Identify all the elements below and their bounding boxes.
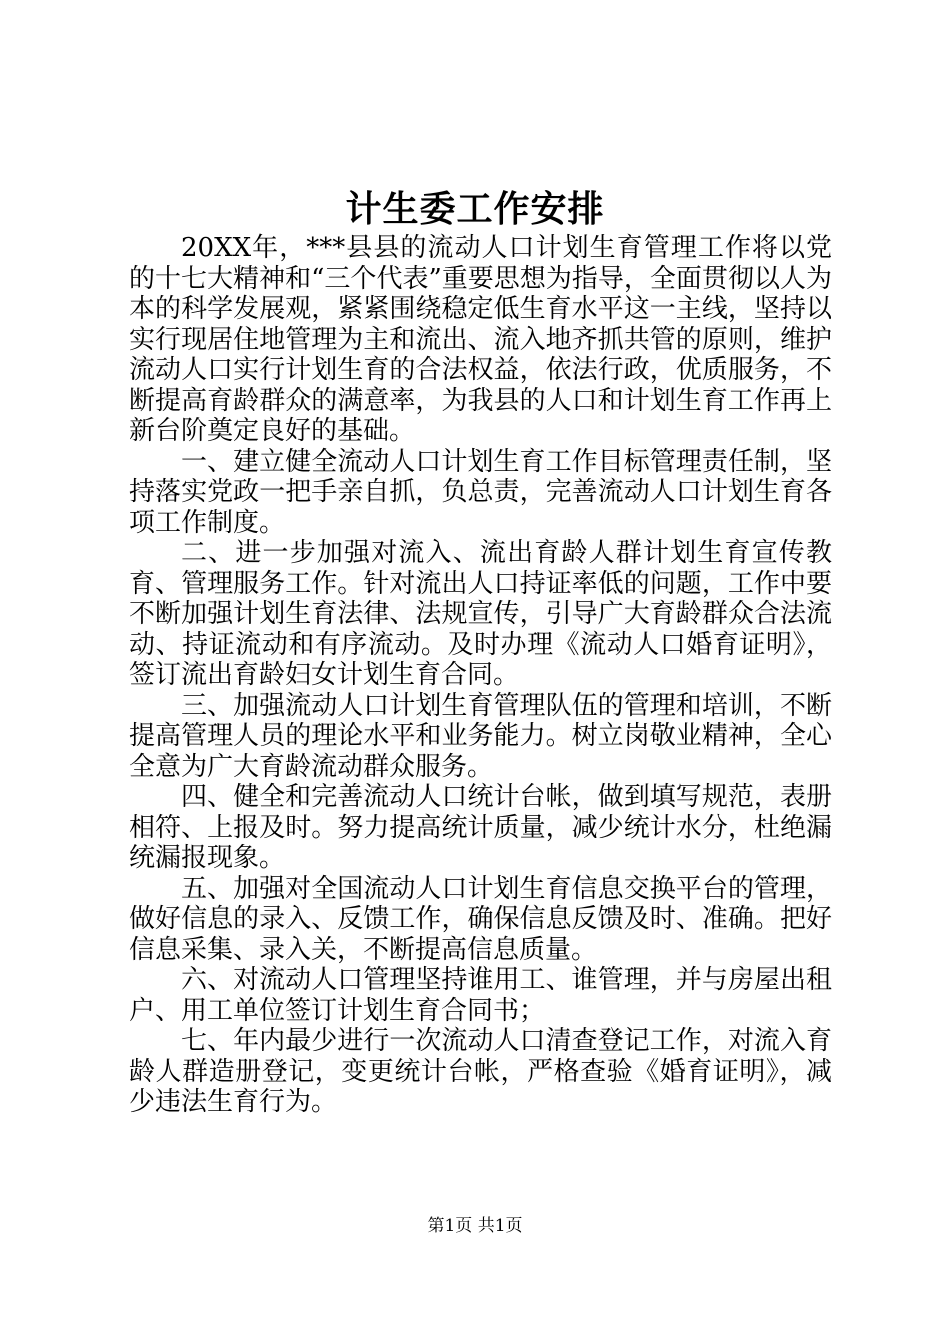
item-paragraph-1: 一、建立健全流动人口计划生育工作目标管理责任制，坚持落实党政一把手亲自抓，负总责，完善流动人口计划生育各项工作制度。 (129, 446, 832, 538)
document-body (129, 233, 832, 1118)
page-number-footer: 第1页 共1页 (427, 1216, 523, 1236)
item-paragraph-7: 七、年内最少进行一次流动人口清查登记工作，对流入育龄人群造册登记，变更统计台帐，严格查验《婚育证明》，减少违法生育行为。 (129, 1026, 832, 1117)
item-paragraph-2: 二、进一步加强对流入、流出育龄人群计划生育宣传教育、管理服务工作。针对流出人口持证率低的问题，工作中要不断加强计划生育法律、法规宣传，引导广大育龄群众合法流动、持证流动和有序流动。及时办理《流动人口婚育证明》，签订流出育龄妇女计划生育合同。 (129, 538, 832, 690)
document-title: 计生委工作安排 (345, 188, 605, 230)
intro-paragraph: 20XX年，***县县的流动人口计划生育管理工作将以党的十七大精神和“三个代表”重要思想为指导，全面贯彻以人为本的科学发展观，紧紧围绕稳定低生育水平这一主线，坚持以实行现居住地管理为主和流出、流入地齐抓共管的原则，维护流动人口实行计划生育的合法权益，依法行政，优质服务，不断提高育龄群众的满意率，为我县的人口和计划生育工作再上新台阶奠定良好的基础。 (129, 233, 832, 446)
item-paragraph-6: 六、对流动人口管理坚持谁用工、谁管理，并与房屋出租户、用工单位签订计划生育合同书； (129, 965, 832, 1026)
item-paragraph-5: 五、加强对全国流动人口计划生育信息交换平台的管理，做好信息的录入、反馈工作，确保信息反馈及时、准确。把好信息采集、录入关，不断提高信息质量。 (129, 873, 832, 965)
item-paragraph-4: 四、健全和完善流动人口统计台帐，做到填写规范，表册相符、上报及时。努力提高统计质量，减少统计水分，杜绝漏统漏报现象。 (129, 782, 832, 873)
item-paragraph-3: 三、加强流动人口计划生育管理队伍的管理和培训，不断提高管理人员的理论水平和业务能力。树立岗敬业精神，全心全意为广大育龄流动群众服务。 (129, 690, 832, 782)
